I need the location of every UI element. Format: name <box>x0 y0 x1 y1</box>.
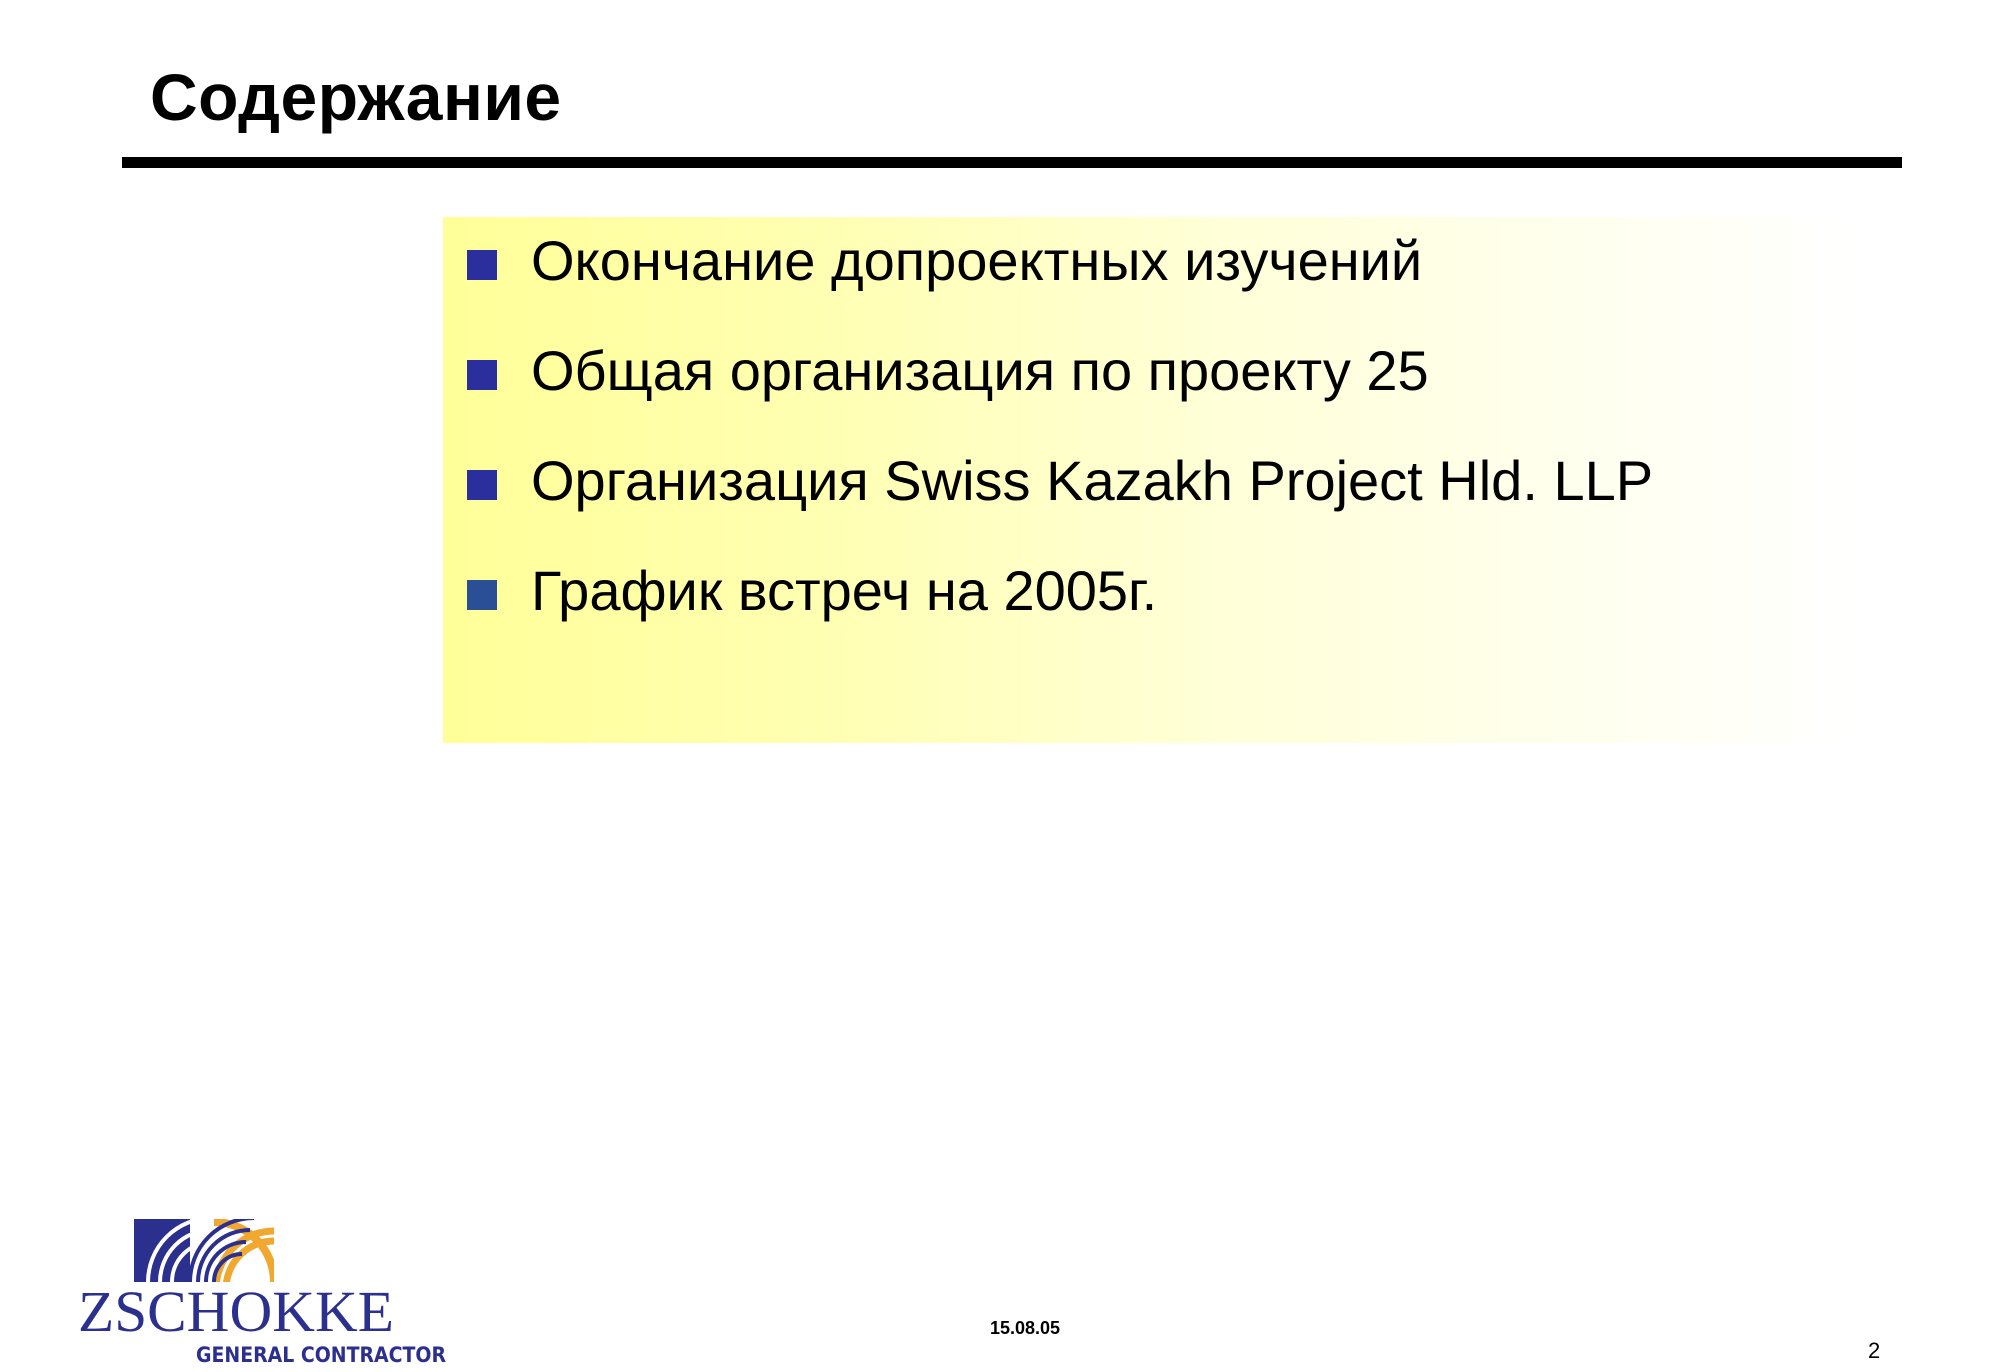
bullet-item <box>443 551 1855 631</box>
title-rule <box>122 157 1902 168</box>
bullet-square-icon <box>467 470 497 500</box>
zschokke-logo-icon <box>78 1217 448 1367</box>
bullet-square-icon <box>467 360 497 390</box>
bullet-item <box>443 331 1855 411</box>
bullet-text: Окончание допроектных изучений <box>531 229 1423 292</box>
content-box <box>443 217 1855 743</box>
logo-tagline: GENERAL CONTRACTOR <box>196 1343 446 1367</box>
bullet-item <box>443 441 1855 521</box>
footer-date: 15.08.05 <box>990 1318 1061 1338</box>
bullet-square-icon <box>467 250 497 280</box>
bullet-square-icon <box>467 580 497 610</box>
page-number: 2 <box>1868 1338 1881 1363</box>
bullet-item <box>443 221 1855 301</box>
slide-title: Содержание <box>150 60 562 134</box>
bullet-text: Организация Swiss Kazakh Project Hld. LLP <box>531 449 1654 512</box>
zschokke-logo <box>78 1217 448 1367</box>
bullet-text: График встреч на 2005г. <box>531 559 1158 622</box>
logo-wordmark: ZSCHOKKE <box>78 1279 394 1344</box>
bullet-text: Общая организация по проекту 25 <box>531 339 1429 402</box>
